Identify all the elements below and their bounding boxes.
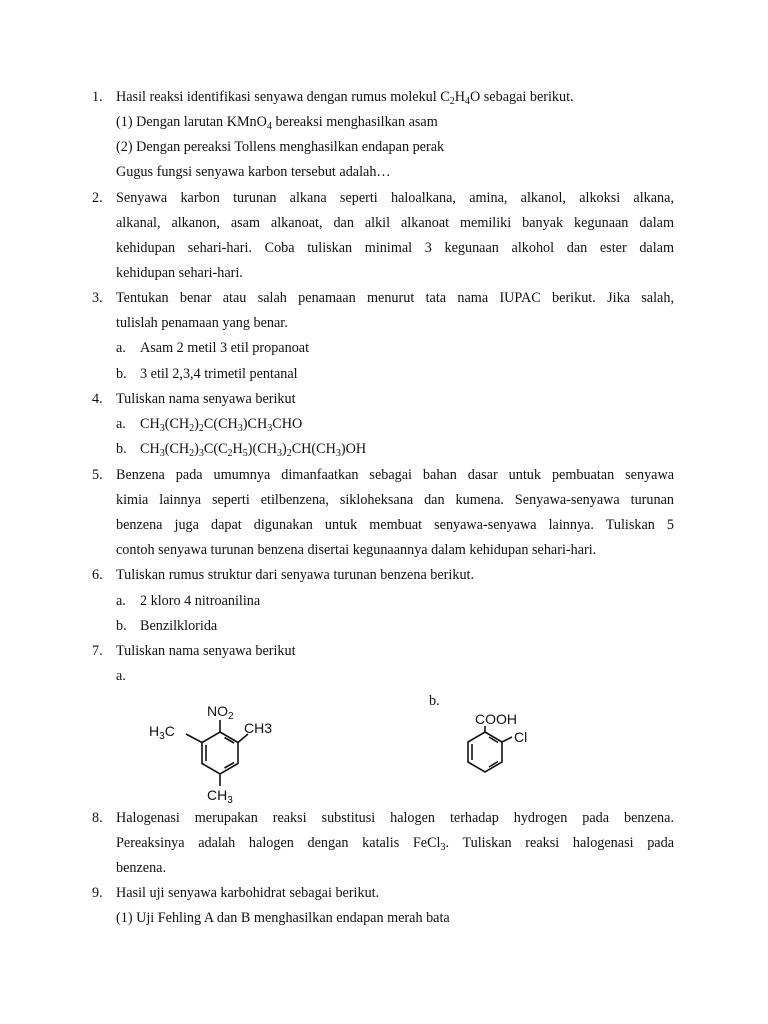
q2-line-1: Senyawa karbon turunan alkana seperti haloalkana, amina, alkanol, alkoksi alkana, (116, 190, 674, 206)
q4-text: Tuliskan nama senyawa berikut (116, 391, 296, 407)
q9-number: 9. (92, 885, 103, 901)
q4-number: 4. (92, 391, 103, 407)
q9-item-1: (1) Uji Fehling A dan B menghasilkan endapan merah bata (116, 910, 450, 926)
q6-text: Tuliskan rumus struktur dari senyawa turunan benzena berikut. (116, 567, 475, 583)
carboxyl-label: COOH (475, 711, 517, 727)
methyl-left-label: $H_3C$ (149, 723, 175, 742)
q5-line-4: contoh senyawa turunan benzena disertai kegunaannya dalam kehidupan sehari-hari. (116, 542, 597, 558)
q2-line-2: alkanal, alkanon, asam alkanoat, dan alkil alkanoat memiliki banyak kegunaan dalam (116, 215, 674, 231)
q8-line-2: Pereaksinya adalah halogen dengan katalis FeCl$_3$. Tuliskan reaksi halogenasi pada (116, 835, 674, 853)
q3-line-2: tulislah penamaan yang benar. (116, 315, 288, 331)
q4-item-b-formula: $CH_3(CH_2)_3C(C_2H_5)(CH_3)_2CH(CH_3)OH$ (140, 441, 367, 459)
q3-item-a-label: a. (116, 340, 126, 356)
q3-line-1: Tentukan benar atau salah penamaan menurut tata nama IUPAC berikut. Jika salah, (116, 290, 674, 306)
q3-number: 3. (92, 290, 103, 306)
q4-item-b-label: b. (116, 441, 127, 457)
q6-number: 6. (92, 567, 103, 583)
q6-item-b-label: b. (116, 618, 127, 634)
methyl-bottom-label: $CH_3$ (207, 787, 233, 806)
q2-line-3: kehidupan sehari-hari. Coba tuliskan minimal 3 kegunaan alkohol dan ester dalam (116, 240, 674, 256)
q7-number: 7. (92, 643, 103, 659)
nitro-label: $NO_2$ (207, 703, 234, 722)
q2-number: 2. (92, 190, 103, 206)
q3-item-b: 3 etil 2,3,4 trimetil pentanal (140, 366, 298, 382)
q8-line-1: Halogenasi merupakan reaksi substitusi halogen terhadap hydrogen pada benzena. (116, 810, 674, 826)
q3-item-a: Asam 2 metil 3 etil propanoat (140, 340, 310, 356)
q1-closing: Gugus fungsi senyawa karbon tersebut adalah… (116, 164, 391, 180)
q7-structure-b (450, 710, 560, 790)
q6-item-a-label: a. (116, 593, 126, 609)
chloro-label: Cl (514, 729, 528, 745)
q4-item-a-formula: $CH_3(CH_2)_2C(CH_3)CH_3CHO$ (140, 416, 303, 434)
q4-item-a-label: a. (116, 416, 126, 432)
q5-line-1: Benzena pada umumnya dimanfaatkan sebagai bahan dasar untuk pembuatan senyawa (116, 467, 674, 483)
q3-item-b-label: b. (116, 366, 127, 382)
q2-line-4: kehidupan sehari-hari. (116, 265, 243, 281)
q7-label-a: a. (116, 668, 126, 684)
q8-line-3: benzena. (116, 860, 167, 876)
q8-number: 8. (92, 810, 103, 826)
q7-label-b: b. (429, 693, 440, 709)
q5-line-3: benzena juga dapat digunakan untuk membuat senyawa-senyawa lainnya. Tuliskan 5 (116, 517, 674, 533)
q1-item-2: (2) Dengan pereaksi Tollens menghasilkan endapan perak (116, 139, 445, 155)
q1-number: 1. (92, 89, 103, 105)
q7-text: Tuliskan nama senyawa berikut (116, 643, 296, 659)
q7-structure-a (140, 696, 290, 806)
q1-item-1: (1) Dengan larutan KMnO$_4$ bereaksi menghasilkan asam (116, 114, 438, 132)
methyl-right-label: CH3 (244, 720, 273, 736)
q6-item-b: Benzilklorida (140, 618, 218, 634)
q5-line-2: kimia lainnya seperti etilbenzena, sikloheksana dan kumena. Senyawa-senyawa turunan (116, 492, 674, 508)
q5-number: 5. (92, 467, 103, 483)
q6-item-a: 2 kloro 4 nitroanilina (140, 593, 261, 609)
q1-text: Hasil reaksi identifikasi senyawa dengan rumus molekul $C_2H_4O$ sebagai berikut. (116, 89, 574, 107)
q9-text: Hasil uji senyawa karbohidrat sebagai berikut. (116, 885, 380, 901)
